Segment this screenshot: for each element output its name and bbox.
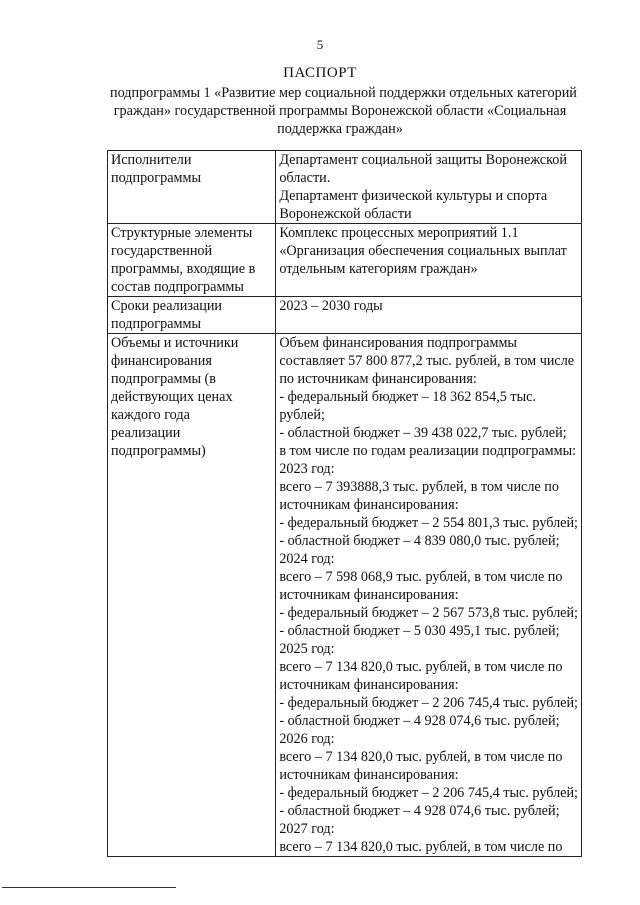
row-label-line: Структурные элементы <box>111 225 253 241</box>
table-row-structural-elements <box>108 224 582 297</box>
row-label-cell <box>108 334 276 857</box>
row-value-line: 2023 – 2030 годы <box>279 298 383 314</box>
row-value-line: - областной бюджет – 4 928 074,6 тыс. рублей; <box>279 803 560 819</box>
row-value-line: - федеральный бюджет – 2 567 573,8 тыс. рублей; <box>279 605 578 621</box>
table-row-executors <box>108 151 582 224</box>
row-label-line: государственной <box>111 243 213 259</box>
row-label-line: подпрограммы <box>111 316 201 332</box>
row-value-cell <box>276 334 582 857</box>
row-value-line: 2025 год: <box>279 641 335 657</box>
row-label-line: финансирования <box>111 353 212 369</box>
row-value-cell <box>276 297 582 334</box>
row-value-line: всего – 7 134 820,0 тыс. рублей, в том числе по <box>279 749 563 765</box>
row-value-line: «Организация обеспечения социальных выплат <box>279 243 567 259</box>
row-value-line: 2023 год: <box>279 461 335 477</box>
row-label-line: подпрограммы (в <box>111 371 216 387</box>
row-label-line: состав подпрограммы <box>111 279 244 295</box>
table-row-financing <box>108 334 582 857</box>
row-value-line: области. <box>279 170 331 186</box>
row-value-line: источникам финансирования: <box>279 677 459 693</box>
row-value-line: Департамент физической культуры и спорта <box>279 188 548 204</box>
row-label-line: реализации <box>111 425 181 441</box>
row-label-line: подпрограммы <box>111 170 201 186</box>
row-label-cell <box>108 151 276 224</box>
row-value-line: 2027 год: <box>279 821 335 837</box>
table-row-implementation-period <box>108 297 582 334</box>
row-label-cell <box>108 297 276 334</box>
row-value-line: - областной бюджет – 39 438 022,7 тыс. рублей; <box>279 425 567 441</box>
row-value-line: - областной бюджет – 5 030 495,1 тыс. рублей; <box>279 623 560 639</box>
row-value-cell <box>276 151 582 224</box>
document-title: ПАСПОРТ <box>283 65 357 81</box>
subtitle-line: поддержка граждан» <box>277 121 403 137</box>
row-value-line: - федеральный бюджет – 2 554 801,3 тыс. рублей; <box>279 515 578 531</box>
footnote-separator <box>2 887 176 888</box>
row-label-line: программы, входящие в <box>111 261 256 277</box>
row-value-line: - федеральный бюджет – 2 206 745,4 тыс. рублей; <box>279 695 578 711</box>
row-label-line: Исполнители <box>111 152 192 168</box>
row-value-line: 2026 год: <box>279 731 335 747</box>
passport-table <box>107 150 582 857</box>
row-label-cell <box>108 224 276 297</box>
row-label-line: Объемы и источники <box>111 335 239 351</box>
row-value-line: всего – 7 393888,3 тыс. рублей, в том числе по <box>279 479 559 495</box>
page-number: 5 <box>316 37 324 52</box>
row-value-cell <box>276 224 582 297</box>
row-label-line: Сроки реализации <box>111 298 223 314</box>
row-value-line: Комплекс процессных мероприятий 1.1 <box>279 225 519 241</box>
row-value-line: Воронежской области <box>279 206 412 222</box>
row-value-line: Объем финансирования подпрограммы <box>279 335 517 351</box>
row-value-line: 2024 год: <box>279 551 335 567</box>
row-value-line: источникам финансирования: <box>279 497 459 513</box>
row-label-line: подпрограммы) <box>111 443 206 459</box>
row-value-line: - областной бюджет – 4 928 074,6 тыс. рублей; <box>279 713 560 729</box>
row-label-line: каждого года <box>111 407 190 423</box>
row-value-line: отдельным категориям граждан» <box>279 261 478 277</box>
row-value-line: составляет 57 800 877,2 тыс. рублей, в том числе <box>279 353 575 369</box>
row-value-line: всего – 7 134 820,0 тыс. рублей, в том числе по <box>279 839 563 855</box>
row-value-line: источникам финансирования: <box>279 767 459 783</box>
row-value-line: - федеральный бюджет – 2 206 745,4 тыс. рублей; <box>279 785 578 801</box>
row-value-line: всего – 7 598 068,9 тыс. рублей, в том числе по <box>279 569 563 585</box>
row-label-line: действующих ценах <box>111 389 233 405</box>
row-value-line: рублей; <box>279 407 325 423</box>
row-value-line: по источникам финансирования: <box>279 371 477 387</box>
document-subtitle <box>110 84 577 138</box>
row-value-line: источникам финансирования: <box>279 587 459 603</box>
row-value-line: в том числе по годам реализации подпрограммы: <box>279 443 577 459</box>
subtitle-line: подпрограммы 1 «Развитие мер социальной поддержки отдельных категорий <box>110 85 577 101</box>
row-value-line: - областной бюджет – 4 839 080,0 тыс. рублей; <box>279 533 560 549</box>
subtitle-line: граждан» государственной программы Воронежской области «Социальная <box>113 103 567 119</box>
row-value-line: всего – 7 134 820,0 тыс. рублей, в том числе по <box>279 659 563 675</box>
row-value-line: - федеральный бюджет – 18 362 854,5 тыс. <box>279 389 536 405</box>
row-value-line: Департамент социальной защиты Воронежской <box>279 152 567 168</box>
